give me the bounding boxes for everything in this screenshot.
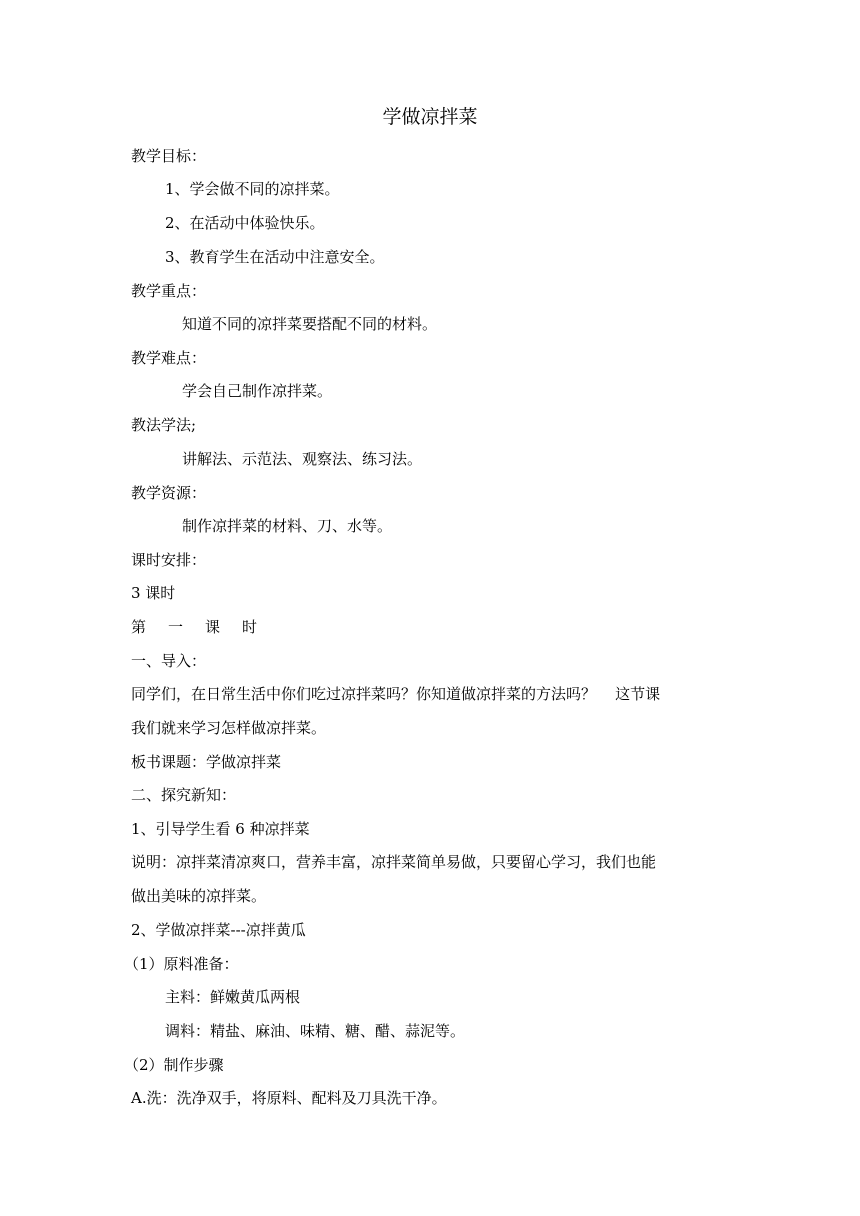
difficulty-text: 学会自己制作凉拌菜。	[182, 382, 333, 400]
explain-text-line: 做出美味的凉拌菜。	[131, 887, 267, 905]
schedule-heading: 课时安排：	[131, 551, 207, 569]
methods-heading: 教法学法;	[131, 416, 197, 434]
objective-item: 1、学会做不同的凉拌菜。	[165, 180, 340, 198]
resources-text: 制作凉拌菜的材料、刀、水等。	[182, 517, 393, 535]
explain-text-line: 说明：凉拌菜清凉爽口，营养丰富，凉拌菜简单易做，只要留心学习，我们也能	[131, 853, 657, 871]
key-heading: 教学重点：	[131, 282, 207, 300]
board-title: 板书课题：学做凉拌菜	[131, 753, 282, 771]
lesson-char: 一	[168, 618, 184, 636]
intro-heading: 一、导入：	[131, 652, 207, 670]
lesson-char: 时	[242, 618, 258, 636]
intro-text-line: 同学们，在日常生活中你们吃过凉拌菜吗？你知道做凉拌菜的方法吗？ 这节课	[131, 685, 661, 703]
explore-heading: 二、探究新知：	[131, 786, 237, 804]
key-text: 知道不同的凉拌菜要搭配不同的材料。	[182, 315, 438, 333]
sub-heading-materials: （1）原料准备：	[124, 955, 239, 973]
seasoning: 调料：精盐、麻油、味精、糖、醋、蒜泥等。	[165, 1022, 466, 1040]
main-ingredient: 主料：鲜嫩黄瓜两根	[165, 988, 301, 1006]
step-a-wash: A.洗：洗净双手，将原料、配料及刀具洗干净。	[131, 1089, 447, 1107]
difficulty-heading: 教学难点：	[131, 349, 207, 367]
intro-text-line: 我们就来学习怎样做凉拌菜。	[131, 719, 327, 737]
step-1: 1、引导学生看 6 种凉拌菜	[131, 820, 310, 838]
document-title: 学做凉拌菜	[382, 106, 478, 128]
sub-heading-steps: （2）制作步骤	[124, 1056, 224, 1074]
lesson-char: 第	[131, 618, 147, 636]
objective-item: 2、在活动中体验快乐。	[165, 214, 325, 232]
lesson-char: 课	[205, 618, 221, 636]
methods-text: 讲解法、示范法、观察法、练习法。	[182, 450, 423, 468]
step-2: 2、学做凉拌菜---凉拌黄瓜	[131, 921, 306, 939]
objective-item: 3、教育学生在活动中注意安全。	[165, 248, 385, 266]
lesson-heading	[131, 616, 741, 638]
resources-heading: 教学资源：	[131, 484, 207, 502]
objectives-heading: 教学目标：	[131, 147, 207, 165]
schedule-text: 3 课时	[131, 584, 176, 602]
